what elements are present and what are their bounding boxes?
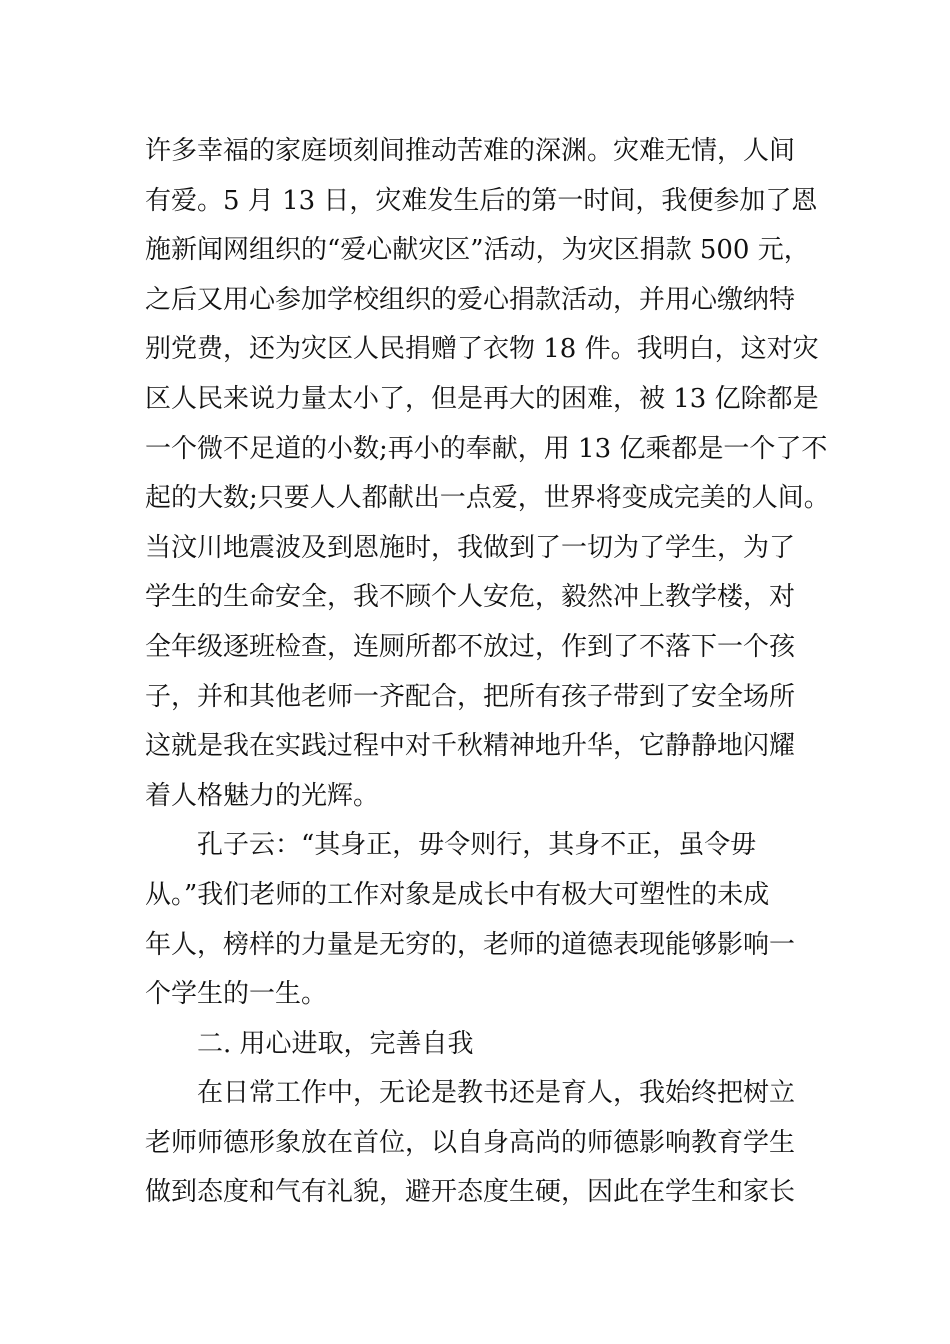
- text-line: 年人，榜样的力量是无穷的，老师的道德表现能够影响一: [145, 929, 796, 960]
- text-line: 学生的生命安全，我不顾个人安危，毅然冲上教学楼，对: [145, 582, 796, 613]
- text-line: 老师师德形象放在首位，以自身高尚的师德影响教育学生: [145, 1127, 796, 1158]
- text-line: 做到态度和气有礼貌，避开态度生硬，因此在学生和家长: [145, 1177, 796, 1208]
- text-line: 一个微不足道的小数;再小的奉献，用 13 亿乘都是一个了不: [145, 433, 828, 464]
- text-line: 起的大数;只要人人都献出一点爱，世界将变成完美的人间。: [145, 483, 830, 514]
- paragraph-start-line: 孔子云：“其身正，毋令则行，其身不正，虽令毋: [197, 830, 757, 861]
- paragraph-start-line: 在日常工作中，无论是教书还是育人，我始终把树立: [197, 1078, 796, 1109]
- text-line: 许多幸福的家庭顷刻间推动苦难的深渊。灾难无情，人间: [145, 136, 796, 166]
- body-text: [145, 127, 830, 1218]
- section-heading: 二. 用心进取，完善自我: [197, 1028, 474, 1059]
- text-line: 个学生的一生。: [145, 979, 328, 1010]
- text-line: 别党费，还为灾区人民捐赠了衣物 18 件。我明白，这对灾: [145, 334, 819, 365]
- text-line: 施新闻网组织的“爱心献灾区”活动，为灾区捐款 500 元，: [145, 235, 810, 266]
- text-line: 着人格魅力的光辉。: [145, 780, 380, 811]
- text-line: 之后又用心参加学校组织的爱心捐款活动，并用心缴纳特: [145, 284, 796, 315]
- text-line: 全年级逐班检查，连厕所都不放过，作到了不落下一个孩: [145, 631, 796, 662]
- text-line: 有爱。5 月 13 日，灾难发生后的第一时间，我便参加了恩: [145, 185, 818, 216]
- text-line: 这就是我在实践过程中对千秋精神地升华，它静静地闪耀: [145, 731, 796, 762]
- text-line: 区人民来说力量太小了，但是再大的困难，被 13 亿除都是: [145, 383, 819, 414]
- text-line: 当汶川地震波及到恩施时，我做到了一切为了学生，为了: [145, 532, 796, 563]
- text-line: 子，并和其他老师一齐配合，把所有孩子带到了安全场所: [145, 681, 796, 712]
- text-line: 从。”我们老师的工作对象是成长中有极大可塑性的未成: [145, 879, 770, 910]
